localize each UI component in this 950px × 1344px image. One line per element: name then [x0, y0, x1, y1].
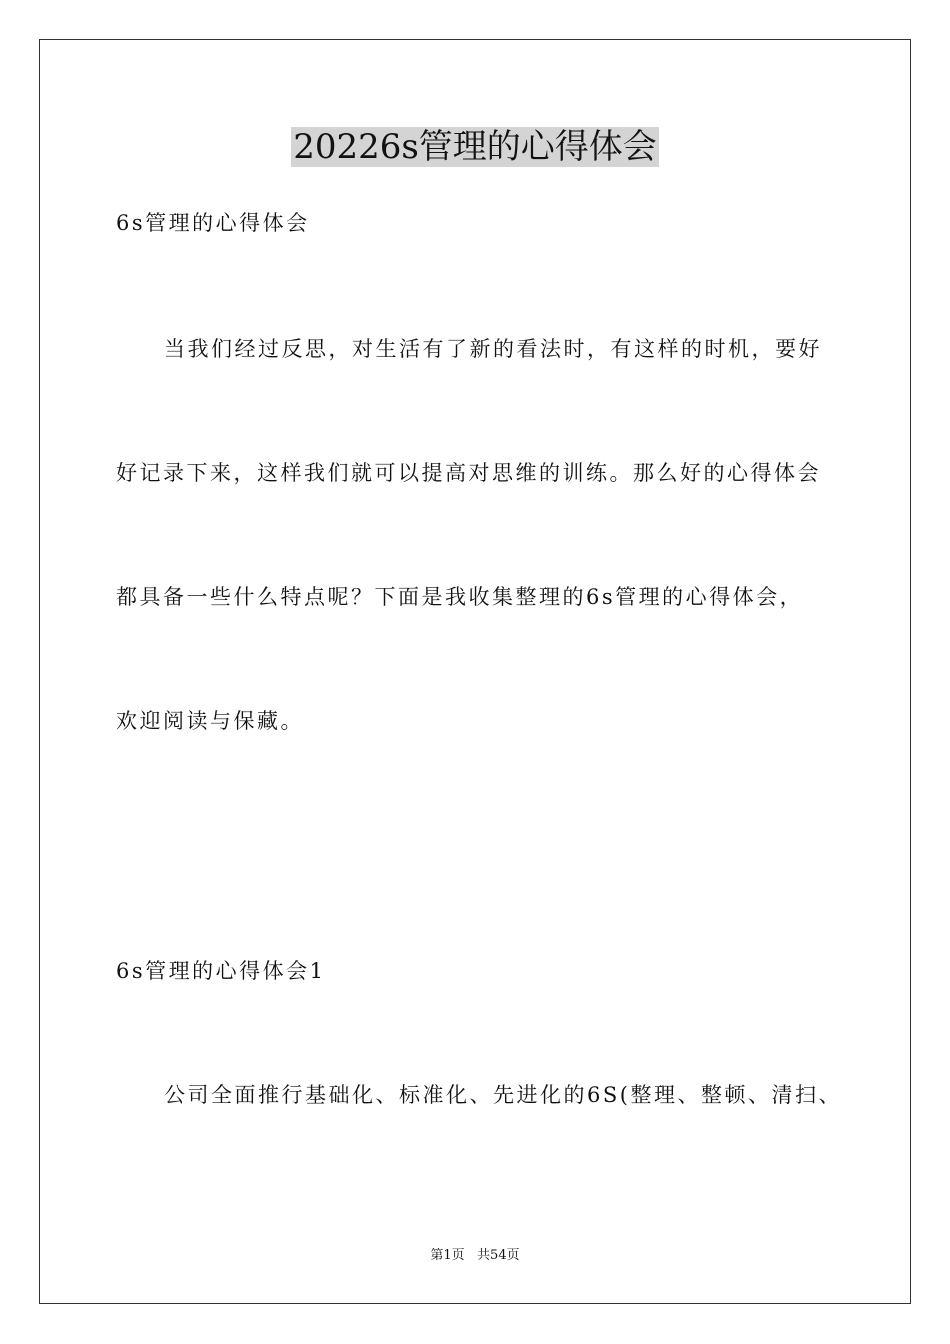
paragraph-line: 公司全面推行基础化、标准化、先进化的6S(整理、整顿、清扫、 — [164, 1083, 842, 1107]
paragraph-line: 当我们经过反思，对生活有了新的看法时，有这样的时机，要好 — [164, 337, 822, 361]
document-title-text: 20226s管理的心得体会 — [293, 127, 657, 167]
paragraph-line: 欢迎阅读与保藏。 — [116, 709, 304, 733]
section-heading: 6s管理的心得体会 — [116, 211, 310, 235]
document-title — [0, 124, 950, 170]
paragraph-line: 都具备一些什么特点呢？下面是我收集整理的6s管理的心得体会， — [116, 585, 804, 609]
paragraph-line: 好记录下来，这样我们就可以提高对思维的训练。那么好的心得体会 — [116, 461, 821, 485]
section-heading: 6s管理的心得体会1 — [116, 959, 326, 983]
page-footer: 第1页 共54页 — [430, 1248, 520, 1263]
